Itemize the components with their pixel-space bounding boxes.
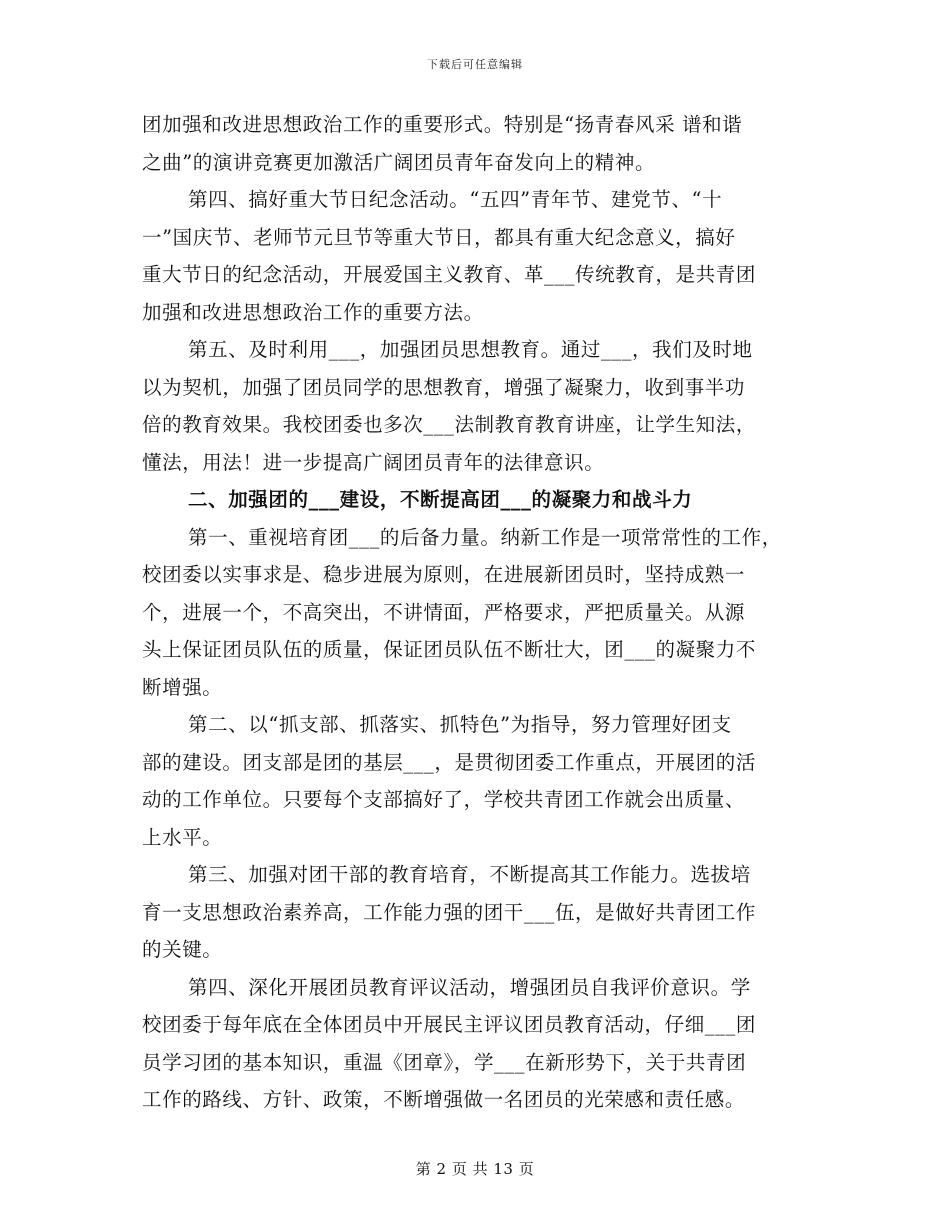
text-line: 一”国庆节、老师节元旦节等重大节日，都具有重大纪念意义，搞好 [142,225,736,249]
text-line: 育一支思想政治素养高，工作能力强的团干___伍，是做好共青团工作 [142,900,756,924]
text-line: 以为契机，加强了团员同学的思想教育，增强了凝聚力，收到事半功 [142,375,746,399]
paragraph-start: 第三、加强对团干部的教育培育，不断提高其工作能力。选拔培 [188,863,751,886]
text-line: 动的工作单位。只要每个支部搞好了，学校共青团工作就会出质量、 [142,788,746,811]
text-line: 的关键。 [142,938,223,961]
text-line: 头上保证团员队伍的质量，保证团员队伍不断壮大，团___的凝聚力不 [142,638,756,661]
page-header: 下载后可任意编辑 [427,58,523,71]
paragraph-start: 第五、及时利用___，加强团员思想教育。通过___，我们及时地 [188,338,753,361]
text-line: 部的建设。团支部是团的基层___，是贯彻团委工作重点，开展团的活 [142,750,756,774]
text-line: 重大节日的纪念活动，开展爱国主义教育、革___传统教育，是共青团 [142,263,756,286]
text-line: 校团委于每年底在全体团员中开展民主评议团员教育活动，仔细___团 [142,1013,756,1036]
paragraph-start: 第二、以“抓支部、抓落实、抓特色”为指导，努力管理好团支 [188,713,732,736]
text-line: 员学习团的基本知识，重温《团章》，学___在新形势下，关于共青团 [142,1050,747,1074]
paragraph-start: 第一、重视培育团___的后备力量。纳新工作是一项常常性的工作， [188,525,782,549]
text-line: 断增强。 [142,675,223,699]
text-line: 加强和改进思想政治工作的重要方法。 [142,300,484,324]
text-line: 上水平。 [142,825,223,849]
text-line: 个，进展一个，不高突出，不讲情面，严格要求，严把质量关。从源 [142,600,746,624]
text-line: 懂法，用法！进一步提高广阔团员青年的法律意识。 [142,450,605,474]
text-line: 倍的教育效果。我校团委也多次___法制教育教育讲座，让学生知法， [142,413,756,436]
paragraph-start: 第四、搞好重大节日纪念活动。“五四”青年节、建党节、“十 [188,188,723,211]
section-heading: 二、加强团的___建设，不断提高团___的凝聚力和战斗力 [188,488,693,511]
page-footer: 第 2 页 共 13 页 [415,1160,535,1178]
text-line: 之曲”的演讲竞赛更加激活广阔团员青年奋发向上的精神。 [142,150,656,174]
text-line: 团加强和改进思想政治工作的重要形式。特别是“扬青春风采 谱和谐 [142,113,743,136]
paragraph-start: 第四、深化开展团员教育评议活动，增强团员自我评价意识。学 [188,975,751,999]
text-line: 工作的路线、方针、政策，不断增强做一名团员的光荣感和责任感。 [142,1088,746,1111]
document-body [142,106,820,1119]
text-line: 校团委以实事求是、稳步进展为原则，在进展新团员时，坚持成熟一 [142,563,746,586]
